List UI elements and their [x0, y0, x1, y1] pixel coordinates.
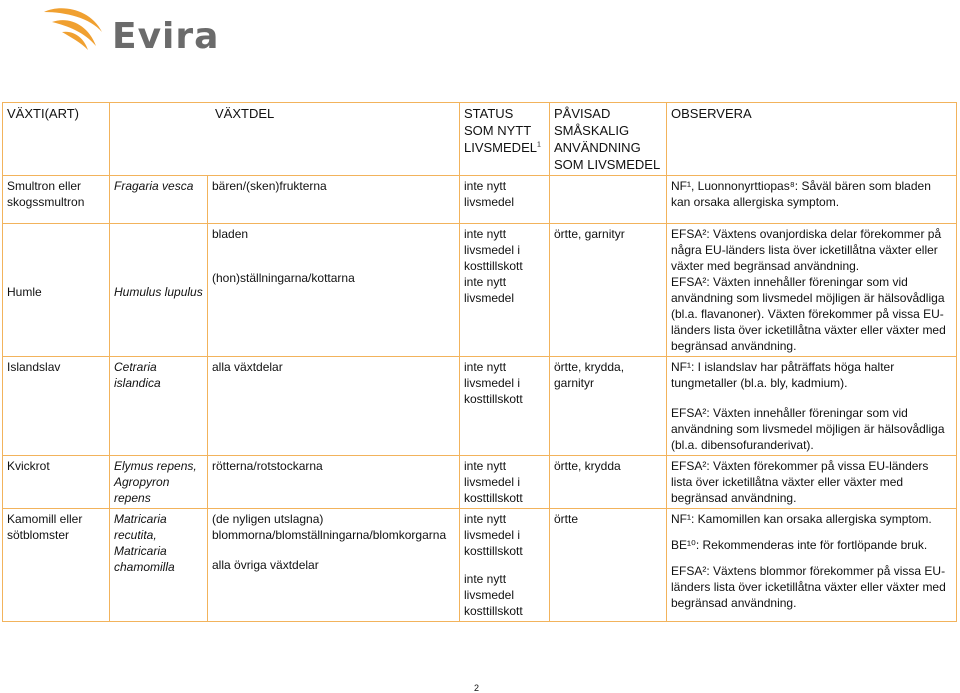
note-humle: EFSA²: Växten innehåller föreningar som vid användning som livsmedel möjligen är hälsovådliga (bl.a. flavanoner). Växten förekommer på vissa EU-länders lista över icketillåtna växter eller växter med begränsad användning. — [671, 275, 946, 353]
table-row — [3, 509, 957, 622]
header-status-text: STATUS SOM NYTT LIVSMEDEL — [464, 106, 537, 155]
row-name-humle: Humle — [7, 285, 42, 299]
row-note: NF¹, Luonnonyrttiopas⁸: Såväl bären som bladen kan orsaka allergiska symptom. — [667, 176, 957, 224]
note-islandslav-1: NF¹: I islandslav har påträffats höga halter tungmetaller (bl.a. bly, kadmium). — [671, 360, 895, 390]
evira-logo — [40, 2, 240, 56]
note-kamomill-2: BE¹⁰: Rekommenderas inte för fortlöpande bruk. — [671, 538, 928, 552]
row-latin: Cetraria islandica — [110, 357, 208, 456]
status-kamomill-2: inte nytt livsmedel kosttillskott — [464, 572, 523, 618]
status-bladen: inte nytt livsmedel i kosttillskott — [464, 227, 523, 273]
row-status: inte nytt livsmedel i kosttillskott — [460, 456, 550, 509]
row-note — [667, 224, 957, 357]
row-part: alla växtdelar — [208, 357, 460, 456]
header-status-sup: 1 — [536, 141, 541, 149]
row-note: EFSA²: Växten förekommer på vissa EU-länders lista över icketillåtna växter eller växter med begränsad användning. — [667, 456, 957, 509]
row-part — [208, 224, 460, 357]
row-use: örtte, garnityr — [550, 224, 667, 357]
row-latin: Elymus repens, Agropyron repens — [110, 456, 208, 509]
row-part: bären/(sken)frukterna — [208, 176, 460, 224]
part-bladen: bladen — [212, 227, 249, 241]
row-use — [550, 176, 667, 224]
part-humle: (hon)ställningarna/kottarna — [212, 271, 355, 285]
table-row — [3, 456, 957, 509]
row-use: örtte — [550, 509, 667, 622]
row-name: Smultron eller skogssmultron — [3, 176, 110, 224]
page-number: 2 — [474, 683, 480, 693]
header-vaxtdel: VÄXTDEL — [110, 103, 460, 176]
row-latin — [110, 224, 208, 357]
note-kamomill-1: NF¹: Kamomillen kan orsaka allergiska symptom. — [671, 512, 932, 526]
row-note — [667, 509, 957, 622]
header-observera: OBSERVERA — [667, 103, 957, 176]
table-row — [3, 357, 957, 456]
table-row — [3, 176, 957, 224]
status-humle: inte nytt livsmedel — [464, 275, 515, 305]
header-vaxtart: VÄXTI(ART) — [3, 103, 110, 176]
row-use: örtte, krydda, garnityr — [550, 357, 667, 456]
note-bladen: EFSA²: Växtens ovanjordiska delar förekommer på några EU-länders lista över icketillåtna växter eller växter med begränsad användning. — [671, 227, 942, 273]
row-name: Kamomill eller sötblomster — [3, 509, 110, 622]
header-pavisad: PÅVISAD SMÅSKALIG ANVÄNDNING SOM LIVSMEDEL — [550, 103, 667, 176]
row-latin-humle: Humulus lupulus — [114, 285, 203, 299]
note-kamomill-3: EFSA²: Växtens blommor förekommer på vissa EU-länders lista över icketillåtna växter eller växter med begränsad användning. — [671, 564, 946, 610]
row-name — [3, 224, 110, 357]
row-latin: Matricaria recutita, Matricaria chamomilla — [110, 509, 208, 622]
row-status: inte nytt livsmedel i kosttillskott — [460, 357, 550, 456]
logo-text: Evira — [112, 16, 220, 57]
header-status — [460, 103, 550, 176]
table-row — [3, 224, 957, 357]
row-name: Kvickrot — [3, 456, 110, 509]
evira-logo-swirl-icon — [40, 2, 110, 52]
row-part — [208, 509, 460, 622]
part-kamomill-2: alla övriga växtdelar — [212, 558, 319, 572]
header-row — [3, 103, 957, 176]
note-islandslav-2: EFSA²: Växten innehåller föreningar som vid användning som livsmedel möjligen är hälsovådliga (bl.a. dibensofuranderivat). — [671, 406, 945, 452]
row-name: Islandslav — [3, 357, 110, 456]
row-note — [667, 357, 957, 456]
row-use: örtte, krydda — [550, 456, 667, 509]
status-kamomill-1: inte nytt livsmedel i kosttillskott — [464, 512, 523, 558]
plant-table — [2, 102, 957, 622]
row-status — [460, 224, 550, 357]
part-kamomill-1: (de nyligen utslagna) blommorna/blomställningarna/blomkorgarna — [212, 512, 447, 542]
row-status: inte nytt livsmedel — [460, 176, 550, 224]
row-part: rötterna/rotstockarna — [208, 456, 460, 509]
row-status — [460, 509, 550, 622]
row-latin: Fragaria vesca — [110, 176, 208, 224]
